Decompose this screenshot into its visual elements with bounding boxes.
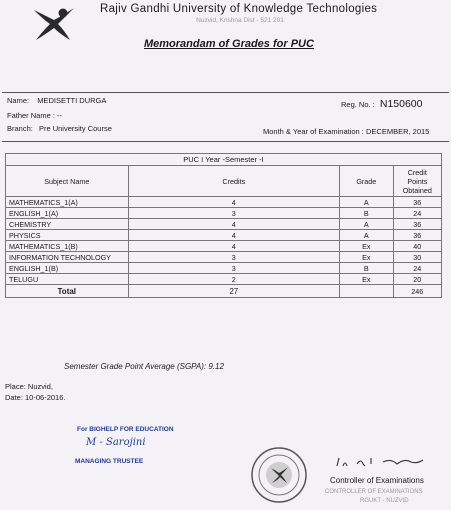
grade-cell: Ex (340, 252, 394, 263)
grades-table (5, 153, 442, 298)
header-subject: Subject Name (6, 166, 129, 197)
credits-cell: 3 (128, 208, 339, 219)
header-points-line: Credit (407, 167, 427, 177)
table-row (6, 274, 442, 285)
credits-cell: 4 (128, 230, 339, 241)
grade-cell: Ex (340, 274, 394, 285)
table-row (6, 241, 442, 252)
header-points (393, 166, 441, 197)
points-cell: 20 (393, 274, 441, 285)
table-row (6, 263, 442, 274)
memo-title: Memorandam of Grades for PUC (144, 38, 314, 50)
sgpa-line: Semester Grade Point Average (SGPA): 9.12 (64, 362, 224, 371)
subject-cell: PHYSICS (6, 230, 129, 241)
points-cell: 36 (393, 230, 441, 241)
points-cell: 24 (393, 208, 441, 219)
points-cell: 36 (393, 197, 441, 208)
credits-cell: 4 (128, 219, 339, 230)
reg-value: N150600 (379, 98, 423, 110)
trustee-title: MANAGING TRUSTEE (75, 458, 144, 465)
total-points: 246 (393, 285, 441, 298)
points-cell: 24 (393, 263, 441, 274)
subject-cell: MATHEMATICS_1(B) (6, 241, 129, 252)
total-label: Total (6, 285, 129, 298)
subject-cell: MATHEMATICS_1(A) (6, 197, 129, 208)
reg-label: Reg. No. : (341, 100, 375, 109)
subject-cell: ENGLISH_1(A) (6, 208, 129, 219)
subject-cell: CHEMISTRY (6, 219, 129, 230)
controller-signature (335, 452, 425, 472)
name-value: MEDISETTI DURGA (37, 96, 107, 105)
total-credits: 27 (128, 285, 339, 298)
points-cell: 36 (393, 219, 441, 230)
table-header-row (6, 166, 442, 197)
place-line: Place: Nuzvid, (5, 382, 53, 391)
credits-cell: 4 (128, 197, 339, 208)
header-points-line: Points (407, 176, 428, 186)
trustee-signature: M - Sarojini (86, 437, 146, 448)
grade-cell: B (340, 208, 394, 219)
table-row (6, 252, 442, 263)
points-cell: 40 (393, 241, 441, 252)
university-seal-icon (250, 446, 308, 504)
semester-title-row (6, 154, 442, 166)
name-label: Name: (7, 96, 30, 105)
header-points-line: Obtained (402, 185, 432, 195)
semester-title: PUC I Year -Semester -I (6, 154, 442, 166)
points-cell: 30 (393, 252, 441, 263)
total-row (6, 285, 442, 298)
university-name: Rajiv Gandhi University of Knowledge Technologies (100, 3, 378, 15)
table-row (6, 208, 442, 219)
credits-cell: 3 (128, 252, 339, 263)
subject-cell: TELUGU (6, 274, 129, 285)
total-grade-empty (340, 285, 394, 298)
trustee-for-text: For BIGHELP FOR EDUCATION (77, 426, 174, 433)
reg-row (341, 98, 422, 110)
credits-cell: 2 (128, 274, 339, 285)
controller-title: Controller of Examinations (330, 476, 424, 485)
credits-cell: 4 (128, 241, 339, 252)
university-address: Nuzvid, Krishna Dist - 521 201 (196, 17, 284, 24)
grade-cell: A (340, 230, 394, 241)
branch-label: Branch: (7, 124, 33, 133)
grade-cell: Ex (340, 241, 394, 252)
grade-cell: A (340, 197, 394, 208)
header-grade: Grade (340, 166, 394, 197)
table-row (6, 197, 442, 208)
subject-cell: ENGLISH_1(B) (6, 263, 129, 274)
branch-row (7, 124, 112, 133)
father-name: Father Name : -- (7, 111, 63, 120)
subject-cell: INFORMATION TECHNOLOGY (6, 252, 129, 263)
controller-stamp-line1: CONTROLLER OF EXAMINATIONS (325, 489, 423, 495)
exam-month-year: Month & Year of Examination : DECEMBER, 2015 (263, 127, 430, 136)
branch-value: Pre University Course (38, 124, 112, 133)
date-line: Date: 10-06-2016. (5, 393, 66, 402)
table-row (6, 230, 442, 241)
header-credits: Credits (128, 166, 339, 197)
grade-cell: A (340, 219, 394, 230)
controller-stamp-line2: RGUKT - NUZVID (360, 498, 409, 504)
rgukt-logo-icon (30, 4, 78, 44)
table-row (6, 219, 442, 230)
credits-cell: 3 (128, 263, 339, 274)
grade-cell: B (340, 263, 394, 274)
name-row (7, 96, 106, 105)
